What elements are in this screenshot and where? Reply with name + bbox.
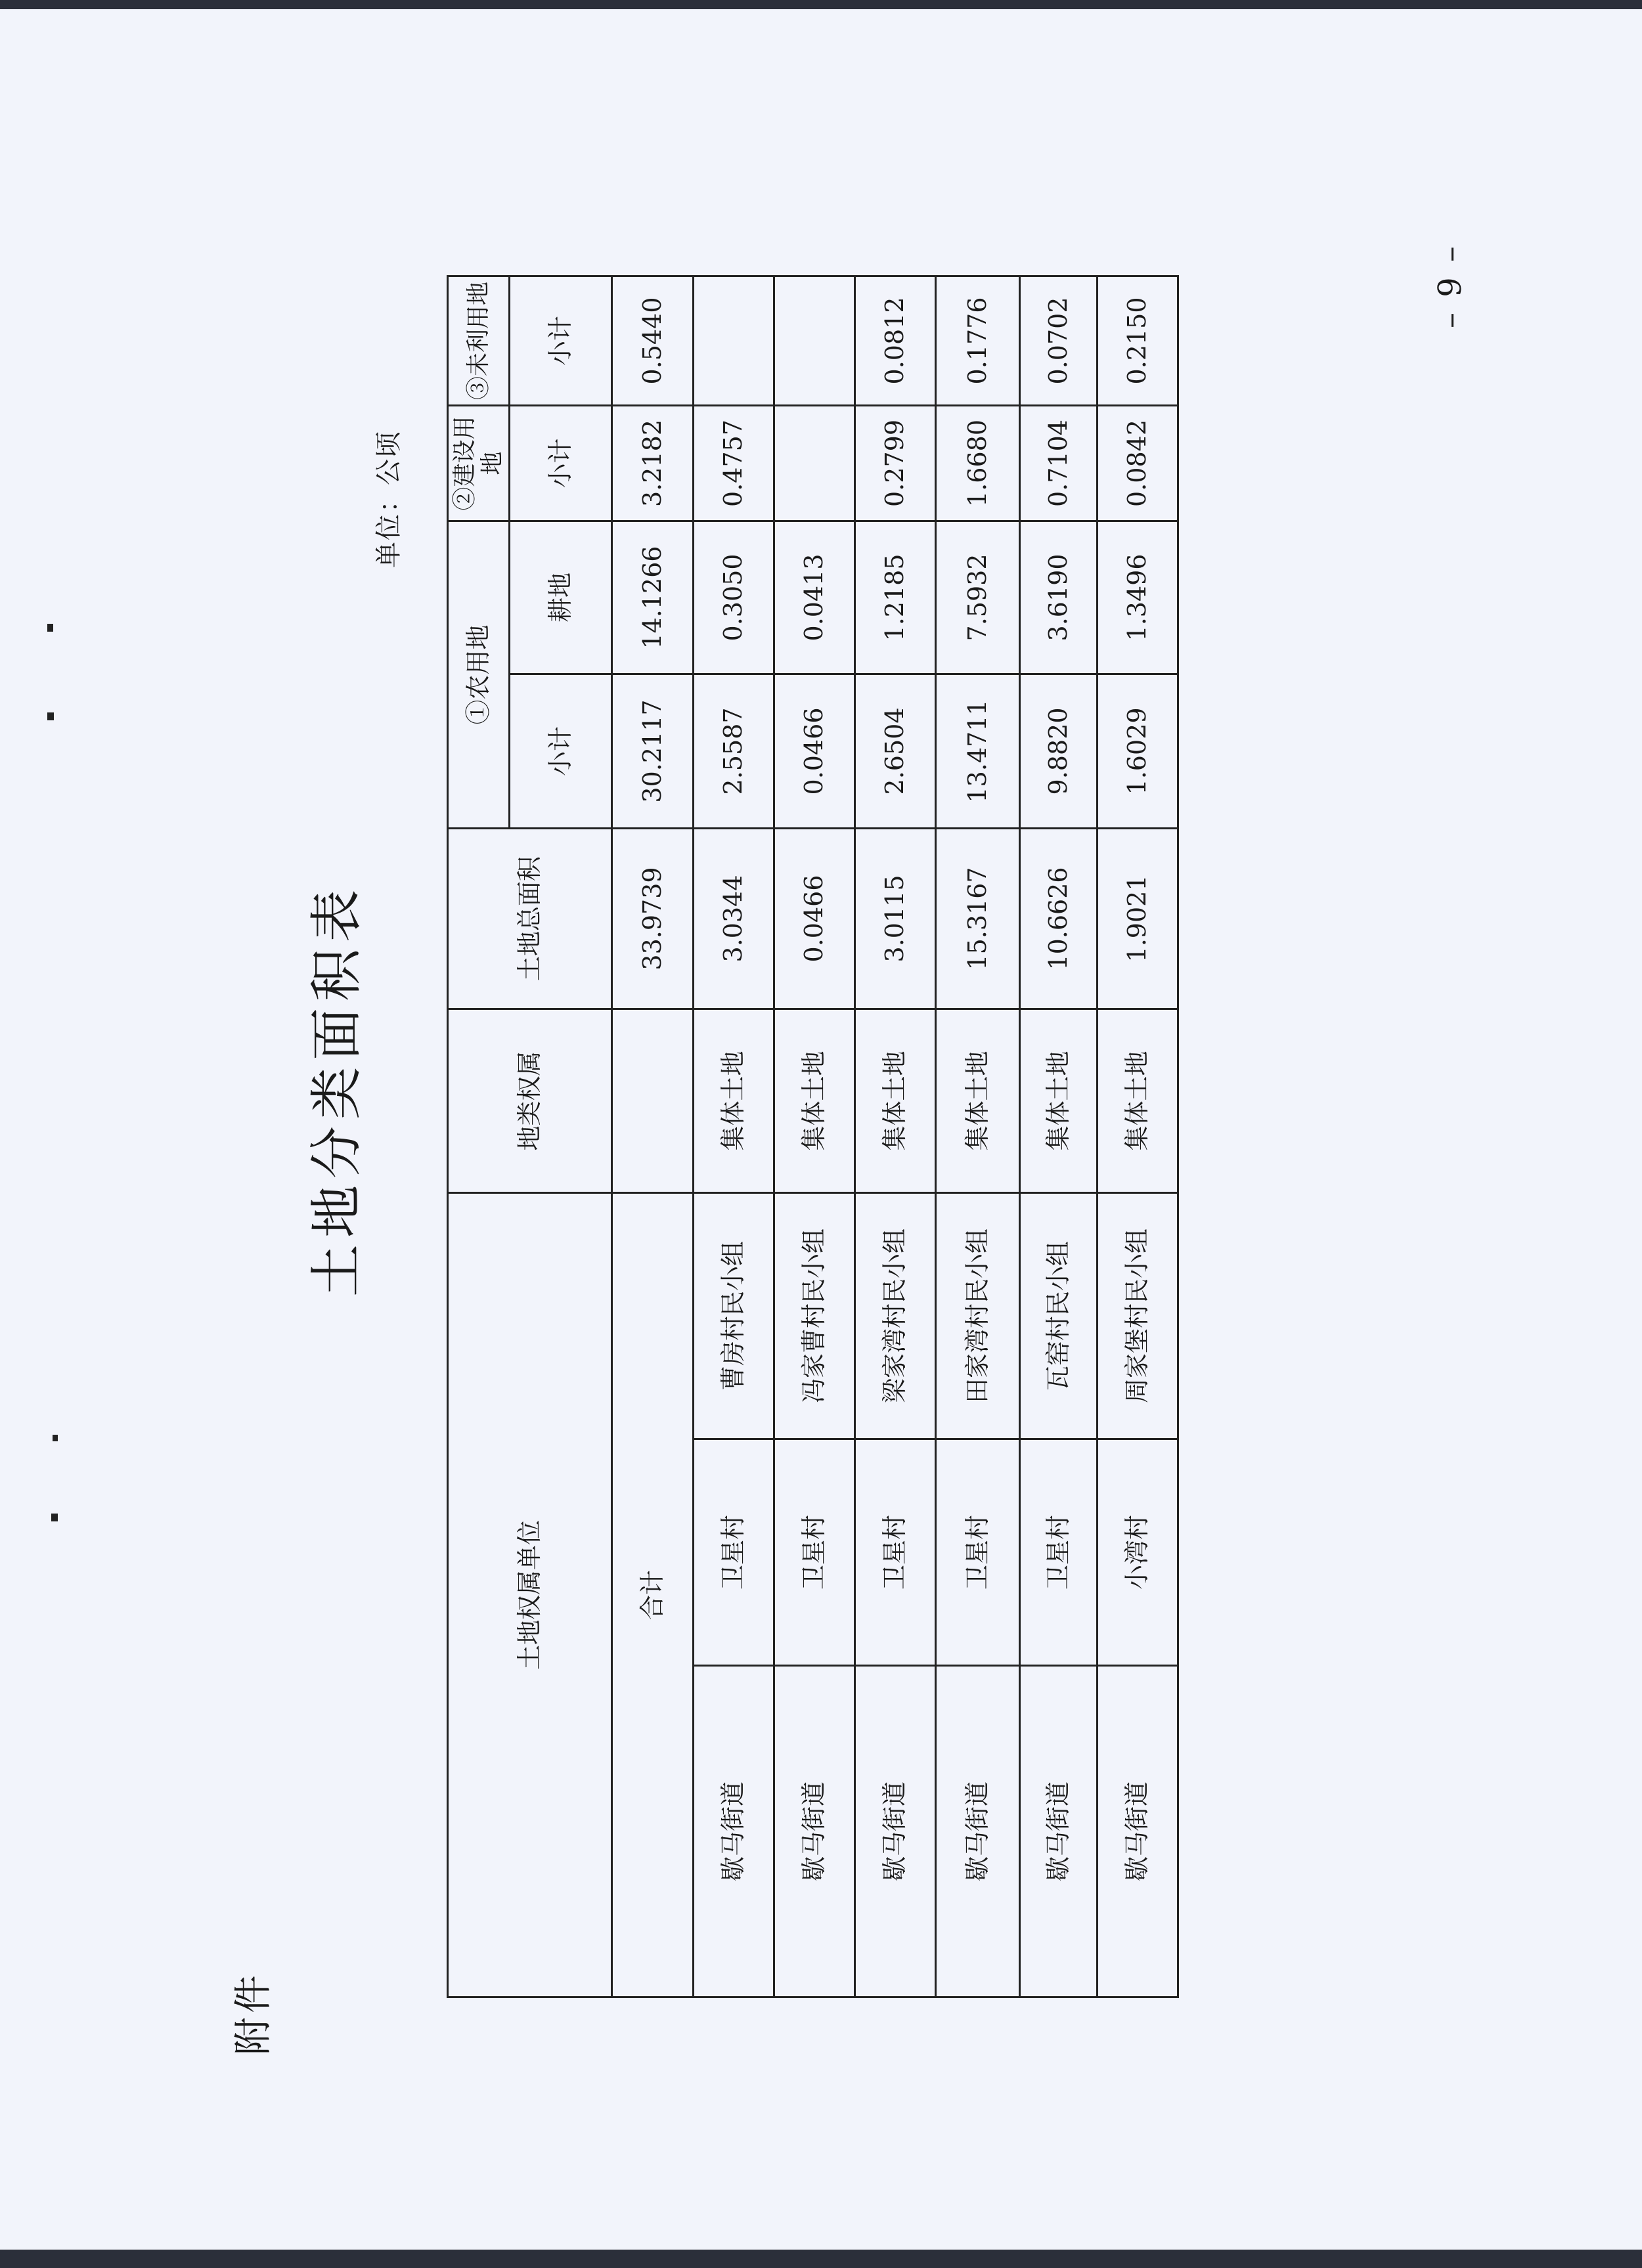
row-cultivated: 0.0413 (774, 521, 855, 674)
table-row (936, 276, 1020, 1997)
row-cultivated: 7.5932 (936, 521, 1020, 674)
table-row (1098, 276, 1178, 1997)
row-cultivated: 3.6190 (1020, 521, 1098, 674)
row-agri-subtotal: 0.0466 (774, 674, 855, 828)
header-land-type-ownership: 地类权属 (448, 1009, 612, 1192)
row-ownership: 集体土地 (1098, 1009, 1178, 1192)
header-unused-subtotal: 小计 (510, 276, 612, 406)
row-ownership: 集体土地 (936, 1009, 1020, 1192)
table-row (855, 276, 936, 1997)
scan-speck (51, 1514, 58, 1521)
header-agricultural: ①农用地 (448, 521, 510, 828)
row-group: 田家湾村民小组 (936, 1192, 1020, 1439)
row-village: 小湾村 (1098, 1439, 1178, 1666)
row-unused-subtotal: 0.0812 (855, 276, 936, 406)
document-title: 土地分类面积表 (306, 883, 367, 1297)
row-unused-subtotal: 0.2150 (1098, 276, 1178, 406)
row-street: 歇马街道 (774, 1666, 855, 1997)
row-group: 曹房村民小组 (694, 1192, 774, 1439)
scan-speck (47, 712, 54, 720)
header-cultivated: 耕地 (510, 521, 612, 674)
total-construction-subtotal: 3.2182 (612, 405, 694, 521)
land-classification-table (447, 275, 1179, 1998)
total-label: 合计 (612, 1192, 694, 1997)
total-cultivated: 14.1266 (612, 521, 694, 674)
row-agri-subtotal: 13.4711 (936, 674, 1020, 828)
row-ownership: 集体土地 (774, 1009, 855, 1192)
row-construction-subtotal: 0.2799 (855, 405, 936, 521)
land-classification-table-wrapper (447, 275, 1177, 1998)
row-total-area: 3.0115 (855, 828, 936, 1009)
scan-edge-top (0, 0, 1642, 9)
header-row-1 (448, 276, 510, 1997)
scan-speck (53, 1435, 58, 1441)
row-group: 梁家湾村民小组 (855, 1192, 936, 1439)
row-total-area: 3.0344 (694, 828, 774, 1009)
row-agri-subtotal: 2.5587 (694, 674, 774, 828)
header-unused: ③未利用地 (448, 276, 510, 406)
unit-label: 单位：公顷 (374, 430, 404, 568)
row-street: 歇马街道 (855, 1666, 936, 1997)
row-construction-subtotal (774, 405, 855, 521)
total-ownership (612, 1009, 694, 1192)
row-unused-subtotal: 0.1776 (936, 276, 1020, 406)
row-total-area: 0.0466 (774, 828, 855, 1009)
row-construction-subtotal: 0.0842 (1098, 405, 1178, 521)
row-group: 周家堡村民小组 (1098, 1192, 1178, 1439)
row-construction-subtotal: 0.4757 (694, 405, 774, 521)
total-total-area: 33.9739 (612, 828, 694, 1009)
row-street: 歇马街道 (1020, 1666, 1098, 1997)
scan-speck (47, 624, 53, 632)
appendix-label: 附件 (231, 1971, 275, 2055)
row-cultivated: 1.3496 (1098, 521, 1178, 674)
total-unused-subtotal: 0.5440 (612, 276, 694, 406)
row-village: 卫星村 (855, 1439, 936, 1666)
row-agri-subtotal: 1.6029 (1098, 674, 1178, 828)
row-agri-subtotal: 2.6504 (855, 674, 936, 828)
row-street: 歇马街道 (1098, 1666, 1178, 1997)
row-cultivated: 0.3050 (694, 521, 774, 674)
row-unused-subtotal (774, 276, 855, 406)
row-group: 瓦窑村民小组 (1020, 1192, 1098, 1439)
row-group: 冯家曹村民小组 (774, 1192, 855, 1439)
table-row (774, 276, 855, 1997)
row-village: 卫星村 (774, 1439, 855, 1666)
header-ownership-unit: 土地权属单位 (448, 1192, 612, 1997)
row-construction-subtotal: 1.6680 (936, 405, 1020, 521)
row-street: 歇马街道 (936, 1666, 1020, 1997)
table-row (1020, 276, 1098, 1997)
row-total-area: 1.9021 (1098, 828, 1178, 1009)
scan-edge-bottom (0, 2250, 1642, 2268)
row-cultivated: 1.2185 (855, 521, 936, 674)
row-total-area: 15.3167 (936, 828, 1020, 1009)
page-number: – 9 – (1432, 243, 1469, 328)
row-total-area: 10.6626 (1020, 828, 1098, 1009)
row-construction-subtotal: 0.7104 (1020, 405, 1098, 521)
row-village: 卫星村 (1020, 1439, 1098, 1666)
total-agri-subtotal: 30.2117 (612, 674, 694, 828)
row-street: 歇马街道 (694, 1666, 774, 1997)
table-row (694, 276, 774, 1997)
header-construction: ②建设用地 (448, 405, 510, 521)
row-village: 卫星村 (694, 1439, 774, 1666)
row-village: 卫星村 (936, 1439, 1020, 1666)
row-unused-subtotal (694, 276, 774, 406)
header-construction-subtotal: 小计 (510, 405, 612, 521)
header-agri-subtotal: 小计 (510, 674, 612, 828)
total-row (612, 276, 694, 1997)
row-ownership: 集体土地 (855, 1009, 936, 1192)
row-agri-subtotal: 9.8820 (1020, 674, 1098, 828)
row-ownership: 集体土地 (694, 1009, 774, 1192)
row-unused-subtotal: 0.0702 (1020, 276, 1098, 406)
header-total-area: 土地总面积 (448, 828, 612, 1009)
row-ownership: 集体土地 (1020, 1009, 1098, 1192)
